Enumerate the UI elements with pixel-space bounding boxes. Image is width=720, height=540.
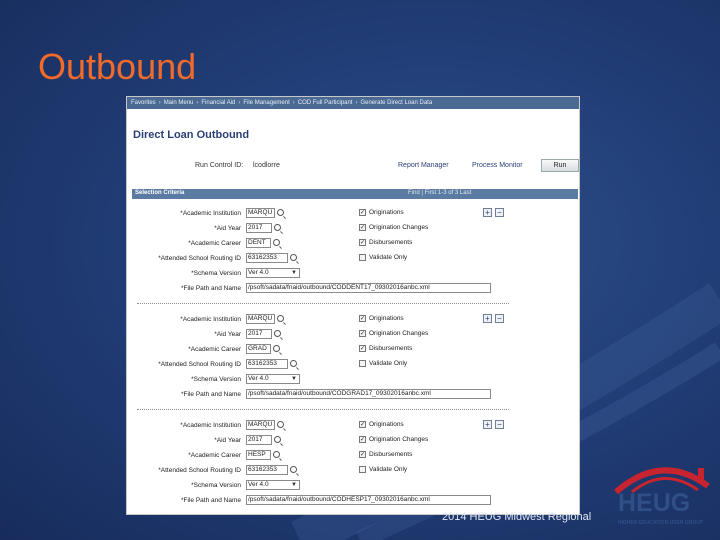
institution-label: *Academic Institution <box>180 316 241 323</box>
career-label: *Academic Career <box>188 452 241 459</box>
routing-field[interactable]: 63162353 <box>246 359 288 369</box>
aid-year-label: *Aid Year <box>214 437 241 444</box>
aid-year-field[interactable]: 2017 <box>246 435 272 445</box>
origination-changes-checkbox[interactable]: ✓ <box>360 225 366 231</box>
disbursements-label: Disbursements <box>369 451 413 458</box>
origination-changes-label: Origination Changes <box>369 436 429 443</box>
row-divider <box>137 303 509 304</box>
origination-changes-label: Origination Changes <box>369 330 429 337</box>
path-label: *File Path and Name <box>181 391 241 398</box>
aid-year-field[interactable]: 2017 <box>246 223 272 233</box>
criteria-block-2 <box>127 311 580 411</box>
magnifier-icon[interactable] <box>273 451 280 458</box>
origination-changes-checkbox[interactable]: ✓ <box>360 331 366 337</box>
routing-field[interactable]: 63162353 <box>246 465 288 475</box>
institution-field[interactable]: MARQU <box>246 208 275 218</box>
minus-icon[interactable]: − <box>495 208 504 217</box>
origination-changes-label: Origination Changes <box>369 224 429 231</box>
originations-checkbox[interactable]: ✓ <box>360 210 366 216</box>
schema-label: *Schema Version <box>191 482 241 489</box>
breadcrumb: Favorites › Main Menu › Financial Aid › File Management › COD Full Participant › Generate Direct Loan Data <box>127 97 579 109</box>
schema-select-value: Ver 4.0 <box>248 375 269 382</box>
run-control-label: Run Control ID: <box>195 162 244 169</box>
selection-criteria-header <box>132 189 578 199</box>
magnifier-icon[interactable] <box>277 315 284 322</box>
breadcrumb-favorites[interactable]: Favorites <box>131 100 156 106</box>
criteria-block-1 <box>127 205 580 305</box>
career-label: *Academic Career <box>188 346 241 353</box>
path-label: *File Path and Name <box>181 285 241 292</box>
validate-only-checkbox[interactable] <box>359 466 366 473</box>
heug-logo-text: HEUG <box>618 489 691 517</box>
path-field[interactable]: /psoft/sadata/fnaid/outbound/CODGRAD17_09302016anbc.xml <box>246 389 491 399</box>
disbursements-label: Disbursements <box>369 239 413 246</box>
validate-only-checkbox[interactable] <box>359 360 366 367</box>
magnifier-icon[interactable] <box>290 360 297 367</box>
footer-text: 2014 HEUG Midwest Regional <box>442 511 592 523</box>
schema-select-value: Ver 4.0 <box>248 269 269 276</box>
disbursements-checkbox[interactable]: ✓ <box>360 346 366 352</box>
schema-select[interactable] <box>246 480 300 490</box>
path-field[interactable]: /psoft/sadata/fnaid/outbound/CODHESP17_09302016anbc.xml <box>246 495 491 505</box>
chevron-down-icon: ▼ <box>291 376 297 382</box>
grid-navigation[interactable]: Find | First 1-3 of 3 Last <box>408 190 472 196</box>
process-monitor-link[interactable]: Process Monitor <box>472 162 523 169</box>
magnifier-icon[interactable] <box>273 345 280 352</box>
magnifier-icon[interactable] <box>277 209 284 216</box>
validate-only-label: Validate Only <box>369 254 408 261</box>
breadcrumb-file-management[interactable]: File Management <box>243 100 290 106</box>
path-field[interactable]: /psoft/sadata/fnaid/outbound/CODDENT17_09302016anbc.xml <box>246 283 491 293</box>
magnifier-icon[interactable] <box>277 421 284 428</box>
aid-year-field[interactable]: 2017 <box>246 329 272 339</box>
aid-year-label: *Aid Year <box>214 331 241 338</box>
page-title: Direct Loan Outbound <box>133 129 250 141</box>
routing-label: *Attended School Routing ID <box>158 467 241 474</box>
career-field[interactable]: DENT <box>246 238 271 248</box>
schema-select-value: Ver 4.0 <box>248 481 269 488</box>
routing-label: *Attended School Routing ID <box>158 255 241 262</box>
institution-label: *Academic Institution <box>180 422 241 429</box>
originations-label: Originations <box>369 209 404 216</box>
originations-label: Originations <box>369 421 404 428</box>
plus-icon[interactable]: + <box>483 420 492 429</box>
magnifier-icon[interactable] <box>273 239 280 246</box>
schema-label: *Schema Version <box>191 376 241 383</box>
institution-field[interactable]: MARQU <box>246 314 275 324</box>
institution-label: *Academic Institution <box>180 210 241 217</box>
validate-only-label: Validate Only <box>369 466 408 473</box>
magnifier-icon[interactable] <box>274 436 281 443</box>
origination-changes-checkbox[interactable]: ✓ <box>360 437 366 443</box>
originations-label: Originations <box>369 315 404 322</box>
originations-checkbox[interactable]: ✓ <box>360 316 366 322</box>
minus-icon[interactable]: − <box>495 420 504 429</box>
career-field[interactable]: GRAD <box>246 344 271 354</box>
validate-only-label: Validate Only <box>369 360 408 367</box>
plus-icon[interactable]: + <box>483 314 492 323</box>
peoplesoft-screenshot <box>126 96 580 515</box>
slide-title: Outbound <box>38 46 197 87</box>
breadcrumb-cod-full-participant[interactable]: COD Full Participant <box>297 100 353 106</box>
breadcrumb-main-menu[interactable]: Main Menu <box>163 100 194 106</box>
chevron-down-icon: ▼ <box>291 270 297 276</box>
originations-checkbox[interactable]: ✓ <box>360 422 366 428</box>
schema-select[interactable] <box>246 374 300 384</box>
routing-field[interactable]: 63162353 <box>246 253 288 263</box>
row-divider <box>137 409 509 410</box>
magnifier-icon[interactable] <box>274 224 281 231</box>
heug-logo-subtext: HIGHER EDUCATION USER GROUP <box>618 520 704 526</box>
magnifier-icon[interactable] <box>290 466 297 473</box>
plus-icon[interactable]: + <box>483 208 492 217</box>
career-label: *Academic Career <box>188 240 241 247</box>
aid-year-label: *Aid Year <box>214 225 241 232</box>
run-control-bar <box>127 159 580 173</box>
validate-only-checkbox[interactable] <box>359 254 366 261</box>
run-button[interactable]: Run <box>541 159 579 172</box>
selection-criteria-title: Selection Criteria <box>135 190 185 196</box>
criteria-block-3 <box>127 417 580 515</box>
magnifier-icon[interactable] <box>290 254 297 261</box>
chevron-down-icon: ▼ <box>291 482 297 488</box>
disbursements-label: Disbursements <box>369 345 413 352</box>
disbursements-checkbox[interactable]: ✓ <box>360 240 366 246</box>
institution-field[interactable]: MARQU <box>246 420 275 430</box>
schema-select[interactable] <box>246 268 300 278</box>
schema-label: *Schema Version <box>191 270 241 277</box>
breadcrumb-financial-aid[interactable]: Financial Aid <box>201 100 236 106</box>
magnifier-icon[interactable] <box>274 330 281 337</box>
path-label: *File Path and Name <box>181 497 241 504</box>
breadcrumb-generate-direct-loan-data[interactable]: Generate Direct Loan Data <box>360 100 433 106</box>
career-field[interactable]: HESP <box>246 450 271 460</box>
disbursements-checkbox[interactable]: ✓ <box>360 452 366 458</box>
run-control-value: lcodlorre <box>253 162 280 169</box>
report-manager-link[interactable]: Report Manager <box>398 162 449 169</box>
routing-label: *Attended School Routing ID <box>158 361 241 368</box>
minus-icon[interactable]: − <box>495 314 504 323</box>
